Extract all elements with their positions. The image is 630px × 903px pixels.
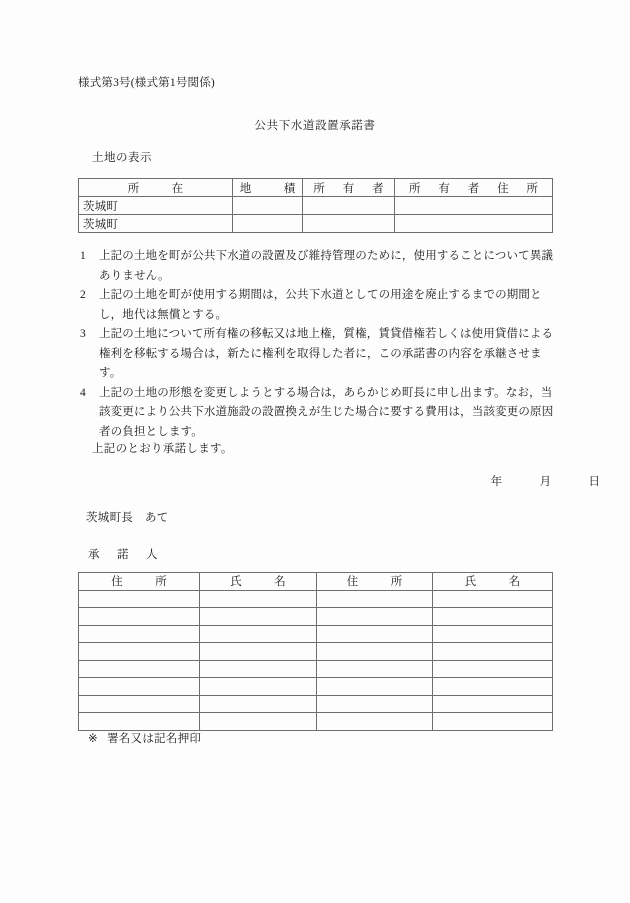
closing-statement: 上記のとおり承諾します。 bbox=[92, 443, 233, 455]
cell-address-left[interactable] bbox=[79, 608, 200, 626]
date-month-label: 月 bbox=[539, 476, 552, 488]
cell-name-right[interactable] bbox=[433, 713, 553, 731]
cell-address-left[interactable] bbox=[79, 643, 200, 661]
footnote bbox=[88, 730, 201, 746]
cell-address-left[interactable] bbox=[79, 695, 200, 713]
date-day-label: 日 bbox=[588, 476, 600, 488]
clause-item bbox=[78, 384, 564, 443]
column-header-name-right: 氏 名 bbox=[433, 573, 553, 591]
table-row bbox=[79, 713, 553, 731]
cell-name-left[interactable] bbox=[200, 713, 317, 731]
land-table bbox=[78, 178, 553, 233]
table-header-row bbox=[79, 179, 553, 197]
clause-item bbox=[78, 247, 564, 286]
cell-owner[interactable] bbox=[303, 215, 395, 233]
clause-text: 上記の土地を町が使用する期間は，公共下水道としての用途を廃止するまでの期間とし，地代は無償とする。 bbox=[99, 289, 542, 321]
table-row bbox=[79, 660, 553, 678]
cell-name-right[interactable] bbox=[433, 590, 553, 608]
table-row bbox=[79, 678, 553, 696]
cell-name-right[interactable] bbox=[433, 643, 553, 661]
table-row bbox=[79, 197, 553, 215]
column-header-name-left: 氏 名 bbox=[200, 573, 317, 591]
table-row bbox=[79, 590, 553, 608]
cell-area[interactable] bbox=[233, 197, 303, 215]
cell-address-right[interactable] bbox=[317, 608, 433, 626]
column-header-area: 地 積 bbox=[233, 179, 303, 197]
date-year-label: 年 bbox=[490, 476, 503, 488]
table-row bbox=[79, 643, 553, 661]
cell-name-right[interactable] bbox=[433, 695, 553, 713]
page-title: 公共下水道設置承諾書 bbox=[254, 120, 376, 132]
clause-number: 2 bbox=[80, 289, 86, 301]
clause-item bbox=[78, 325, 564, 384]
column-header-address-right: 住 所 bbox=[317, 573, 433, 591]
cell-name-left[interactable] bbox=[200, 643, 317, 661]
cell-name-right[interactable] bbox=[433, 660, 553, 678]
cell-location[interactable]: 茨城町 bbox=[79, 197, 233, 215]
table-row bbox=[79, 625, 553, 643]
clause-text: 上記の土地について所有権の移転又は地上権，質権，賃貸借権若しくは使用貸借による権利を移転する場合は，新たに権利を取得した者に，この承諾書の内容を承継させます。 bbox=[99, 328, 554, 379]
table-row bbox=[79, 215, 553, 233]
cell-name-left[interactable] bbox=[200, 695, 317, 713]
table-row bbox=[79, 608, 553, 626]
column-header-owner: 所 有 者 bbox=[303, 179, 395, 197]
reference-mark-icon: ※ bbox=[88, 733, 98, 745]
cell-address-right[interactable] bbox=[317, 660, 433, 678]
cell-name-left[interactable] bbox=[200, 660, 317, 678]
clause-list bbox=[78, 247, 564, 442]
cell-name-left[interactable] bbox=[200, 625, 317, 643]
cell-address-left[interactable] bbox=[79, 660, 200, 678]
addressee: 茨城町長 あて bbox=[86, 512, 169, 524]
cell-address-right[interactable] bbox=[317, 713, 433, 731]
clause-text: 上記の土地を町が公共下水道の設置及び維持管理のために，使用することについて異議ありません。 bbox=[99, 250, 554, 282]
cell-address-right[interactable] bbox=[317, 590, 433, 608]
cell-address-right[interactable] bbox=[317, 643, 433, 661]
consenter-table bbox=[78, 572, 553, 731]
cell-name-left[interactable] bbox=[200, 590, 317, 608]
cell-area[interactable] bbox=[233, 215, 303, 233]
column-header-address-left: 住 所 bbox=[79, 573, 200, 591]
cell-owner[interactable] bbox=[303, 197, 395, 215]
cell-address-right[interactable] bbox=[317, 678, 433, 696]
cell-owner-addr[interactable] bbox=[395, 197, 553, 215]
footnote-text: 署名又は記名押印 bbox=[106, 733, 202, 745]
consenter-label: 承 諾 人 bbox=[88, 549, 161, 561]
cell-address-left[interactable] bbox=[79, 713, 200, 731]
clause-number: 4 bbox=[80, 386, 86, 399]
form-number: 様式第3号(様式第1号関係) bbox=[78, 77, 215, 89]
column-header-owner-addr: 所 有 者 住 所 bbox=[395, 179, 553, 197]
clause-text: 上記の土地の形態を変更しようとする場合は，あらかじめ町長に申し出ます。なお，当該変更により公共下水道施設の設置換えが生じた場合に要する費用は，当該変更の原因者の負担とします。 bbox=[99, 386, 554, 438]
land-section-label: 土地の表示 bbox=[92, 152, 152, 164]
cell-location[interactable]: 茨城町 bbox=[79, 215, 233, 233]
cell-address-right[interactable] bbox=[317, 695, 433, 713]
table-header-row bbox=[79, 573, 553, 591]
date-line bbox=[0, 473, 600, 489]
cell-address-left[interactable] bbox=[79, 625, 200, 643]
cell-name-left[interactable] bbox=[200, 608, 317, 626]
cell-address-right[interactable] bbox=[317, 625, 433, 643]
cell-name-right[interactable] bbox=[433, 678, 553, 696]
cell-name-right[interactable] bbox=[433, 625, 553, 643]
column-header-location: 所 在 bbox=[79, 179, 233, 197]
cell-name-right[interactable] bbox=[433, 608, 553, 626]
clause-number: 1 bbox=[80, 250, 86, 262]
cell-address-left[interactable] bbox=[79, 590, 200, 608]
clause-number: 3 bbox=[80, 328, 86, 340]
table-row bbox=[79, 695, 553, 713]
cell-address-left[interactable] bbox=[79, 678, 200, 696]
cell-owner-addr[interactable] bbox=[395, 215, 553, 233]
clause-item bbox=[78, 286, 564, 325]
cell-name-left[interactable] bbox=[200, 678, 317, 696]
